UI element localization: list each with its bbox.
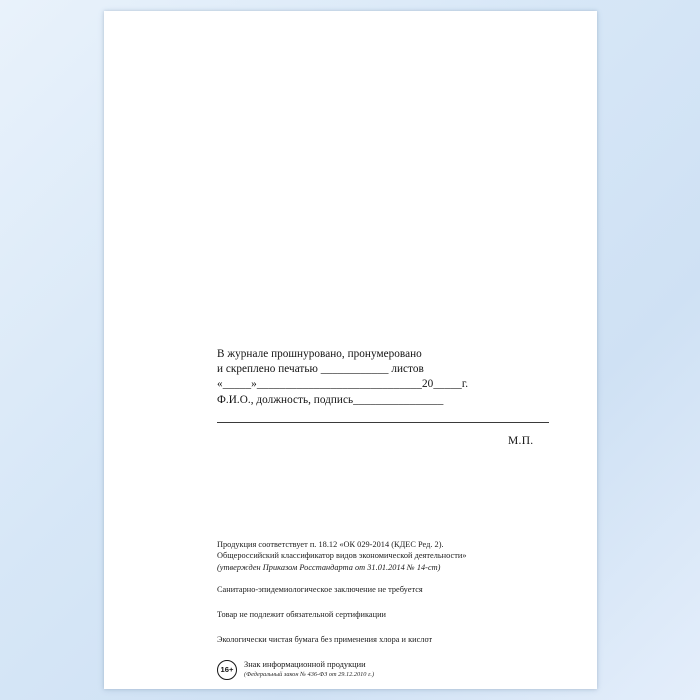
legal-paragraph-sanitary: Санитарно-эпидемиологическое заключение не требуется bbox=[217, 584, 423, 594]
age-rating-16plus-icon: 16+ bbox=[217, 660, 237, 680]
legal-paragraph-eco-paper: Экологически чистая бумага без применения хлора и кислот bbox=[217, 635, 433, 645]
certification-line-2: и скреплено печатью ____________ листов bbox=[217, 363, 424, 376]
seal-label: М.П. bbox=[508, 435, 534, 447]
document-page bbox=[104, 11, 597, 689]
info-product-mark-text bbox=[244, 660, 374, 679]
legal-paragraph-okved bbox=[217, 539, 557, 573]
legal-okved-line-3: (утвержден Приказом Росстандарта от 31.01.2014 № 14-ст) bbox=[217, 562, 441, 572]
legal-okved-line-1: Продукция соответствует п. 18.12 «ОК 029-2014 (КДЕС Ред. 2). bbox=[217, 540, 444, 549]
legal-okved-line-2: Общероссийский классификатор видов экономической деятельности» bbox=[217, 551, 467, 561]
info-product-mark-law: (Федеральный закон № 436-ФЗ от 29.12.2010 г.) bbox=[244, 671, 375, 679]
info-product-mark-row bbox=[217, 660, 557, 680]
legal-block bbox=[217, 539, 557, 680]
signature-rule bbox=[217, 422, 549, 423]
certification-line-4: Ф.И.О., должность, подпись________________ bbox=[217, 393, 444, 406]
legal-paragraph-certification: Товар не подлежит обязательной сертификации bbox=[217, 610, 386, 620]
certification-line-1: В журнале прошнуровано, пронумеровано bbox=[217, 348, 422, 360]
certification-line-3: «_____»_____________________________20_____г. bbox=[217, 378, 469, 391]
page-content bbox=[104, 11, 597, 689]
info-product-mark-title: Знак информационной продукции bbox=[244, 660, 366, 670]
certification-block bbox=[217, 347, 547, 408]
